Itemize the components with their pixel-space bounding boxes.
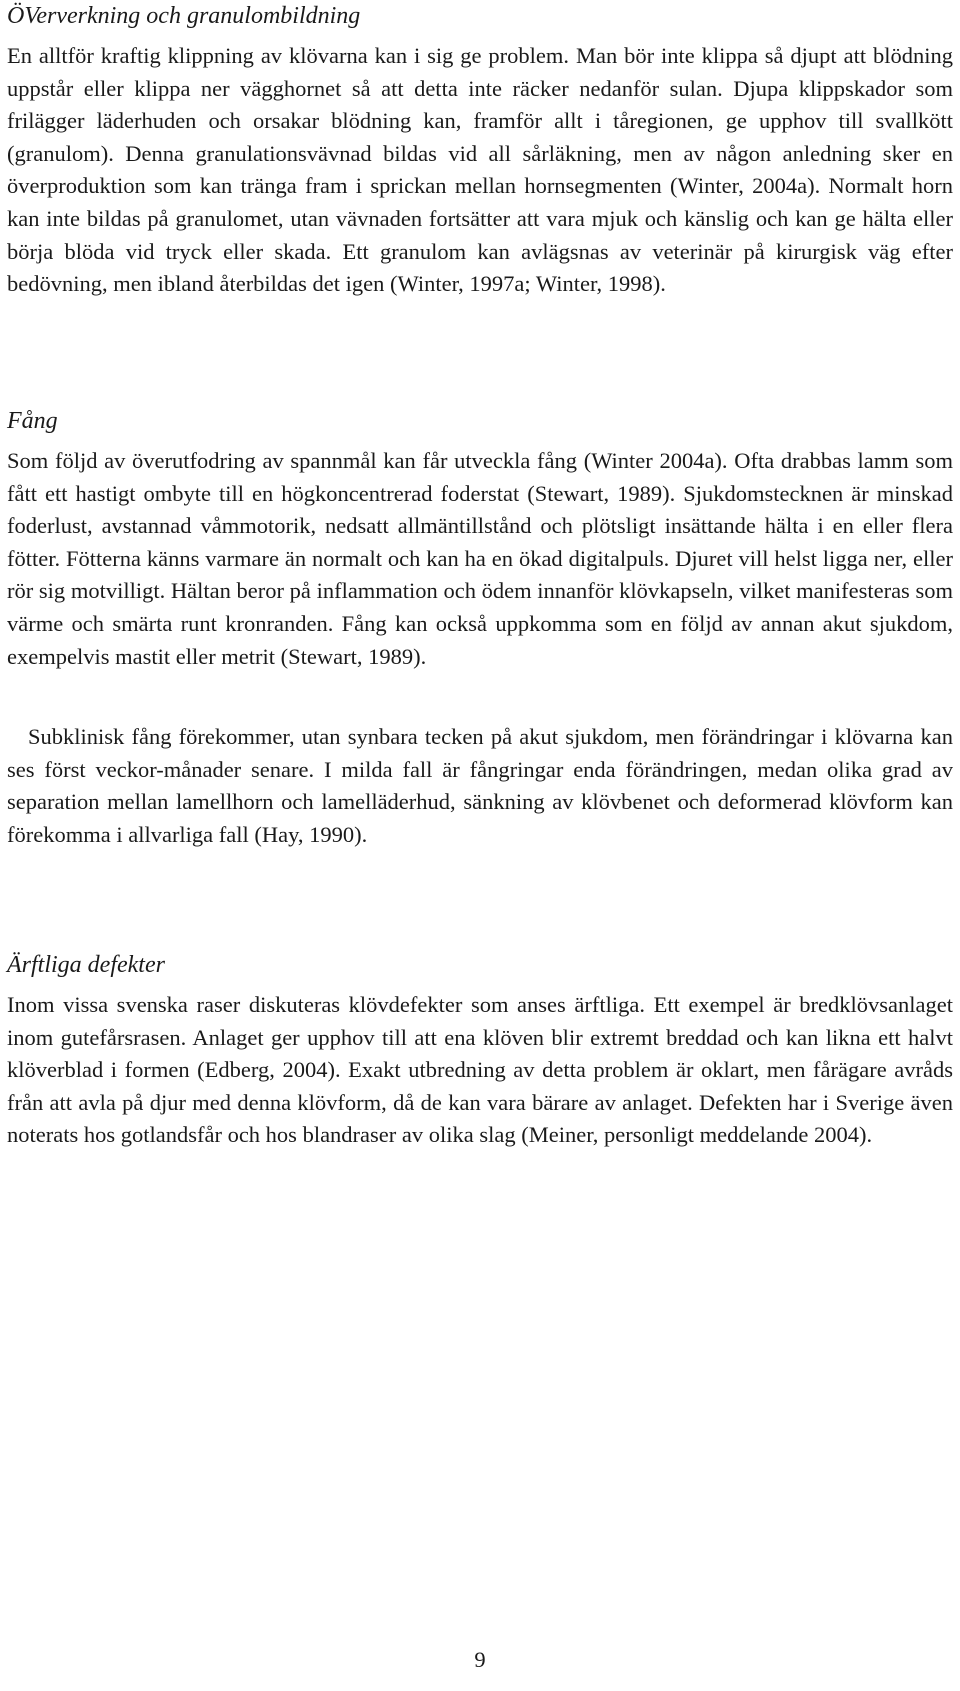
- section-heading-arftliga-defekter: Ärftliga defekter: [7, 952, 165, 978]
- section-heading-oververkning: [7, 0, 953, 32]
- section-heading-fang: Fång: [7, 408, 58, 434]
- paragraph-oververkning: En alltför kraftig klippning av klövarna kan i sig ge problem. Man bör inte klippa så djupt att blödning uppstår eller klippa ner vägghornet så att detta inte räcker nedanför sulan. Djupa klippskador som frilägger läderhuden och orsakar blödning kan, framför allt i tåregionen, ge upphov till svallkött (granulom). Denna granulationsvävnad bildas vid all sårläkning, men av någon anledning sker en överproduktion som kan tränga fram i sprickan mellan hornsegmenten (Winter, 2004a). Normalt horn kan inte bildas på granulomet, utan vävnaden fortsätter att vara mjuk och känslig och kan ge hälta eller börja blöda vid tryck eller skada. Ett granulom kan avlägsnas av veterinär på kirurgisk väg efter bedövning, men ibland återbildas det igen (Winter, 1997a; Winter, 1998).: [7, 43, 953, 297]
- heading-initial: Ö: [7, 3, 25, 29]
- paragraph-fang-1: Som följd av överutfodring av spannmål kan får utveckla fång (Winter 2004a). Ofta drabbas lamm som fått ett hastigt ombyte till en högkoncentrerad foderstat (Stewart, 1989). Sjukdomstecknen är minskad foderlust, avstannad våmmotorik, nedsatt allmäntillstånd och plötsligt insättande hälta i en eller flera fötter. Fötterna känns varmare än normalt och kan ha en ökad digitalpuls. Djuret vill helst ligga ner, eller rör sig motvilligt. Hältan beror på inflammation och ödem innanför klövkapseln, vilket manifesteras som värme och smärta runt kronranden. Fång kan också uppkomma som en följd av annan akut sjukdom, exempelvis mastit eller metrit (Stewart, 1989).: [7, 448, 953, 669]
- paragraph-arftliga-defekter: Inom vissa svenska raser diskuteras klövdefekter som anses ärftliga. Ett exempel är bredklövsanlaget inom gutefårsrasen. Anlaget ger upphov till att ena klöven blir extremt breddad och kan likna ett halvt klöverblad i formen (Edberg, 2004). Exakt utbredning av detta problem är oklart, men fårägare avråds från att avla på djur med denna klövform, då de kan vara bärare av anlaget. Defekten har i Sverige även noterats hos gotlandsfår och hos blandraser av olika slag (Meiner, personligt meddelande 2004).: [7, 992, 953, 1148]
- paragraph-fang-2: Subklinisk fång förekommer, utan synbara tecken på akut sjukdom, men förändringar i klövarna kan ses först veckor-månader senare. I milda fall är fångringar enda förändringen, medan olika grad av separation mellan lamellhorn och lamelläderhud, sänkning av klövbenet och deformerad klövform kan förekomma i allvarliga fall (Hay, 1990).: [7, 724, 953, 847]
- page-number: 9: [474, 1647, 486, 1672]
- heading-text: Ververkning och granulombildning: [24, 3, 361, 29]
